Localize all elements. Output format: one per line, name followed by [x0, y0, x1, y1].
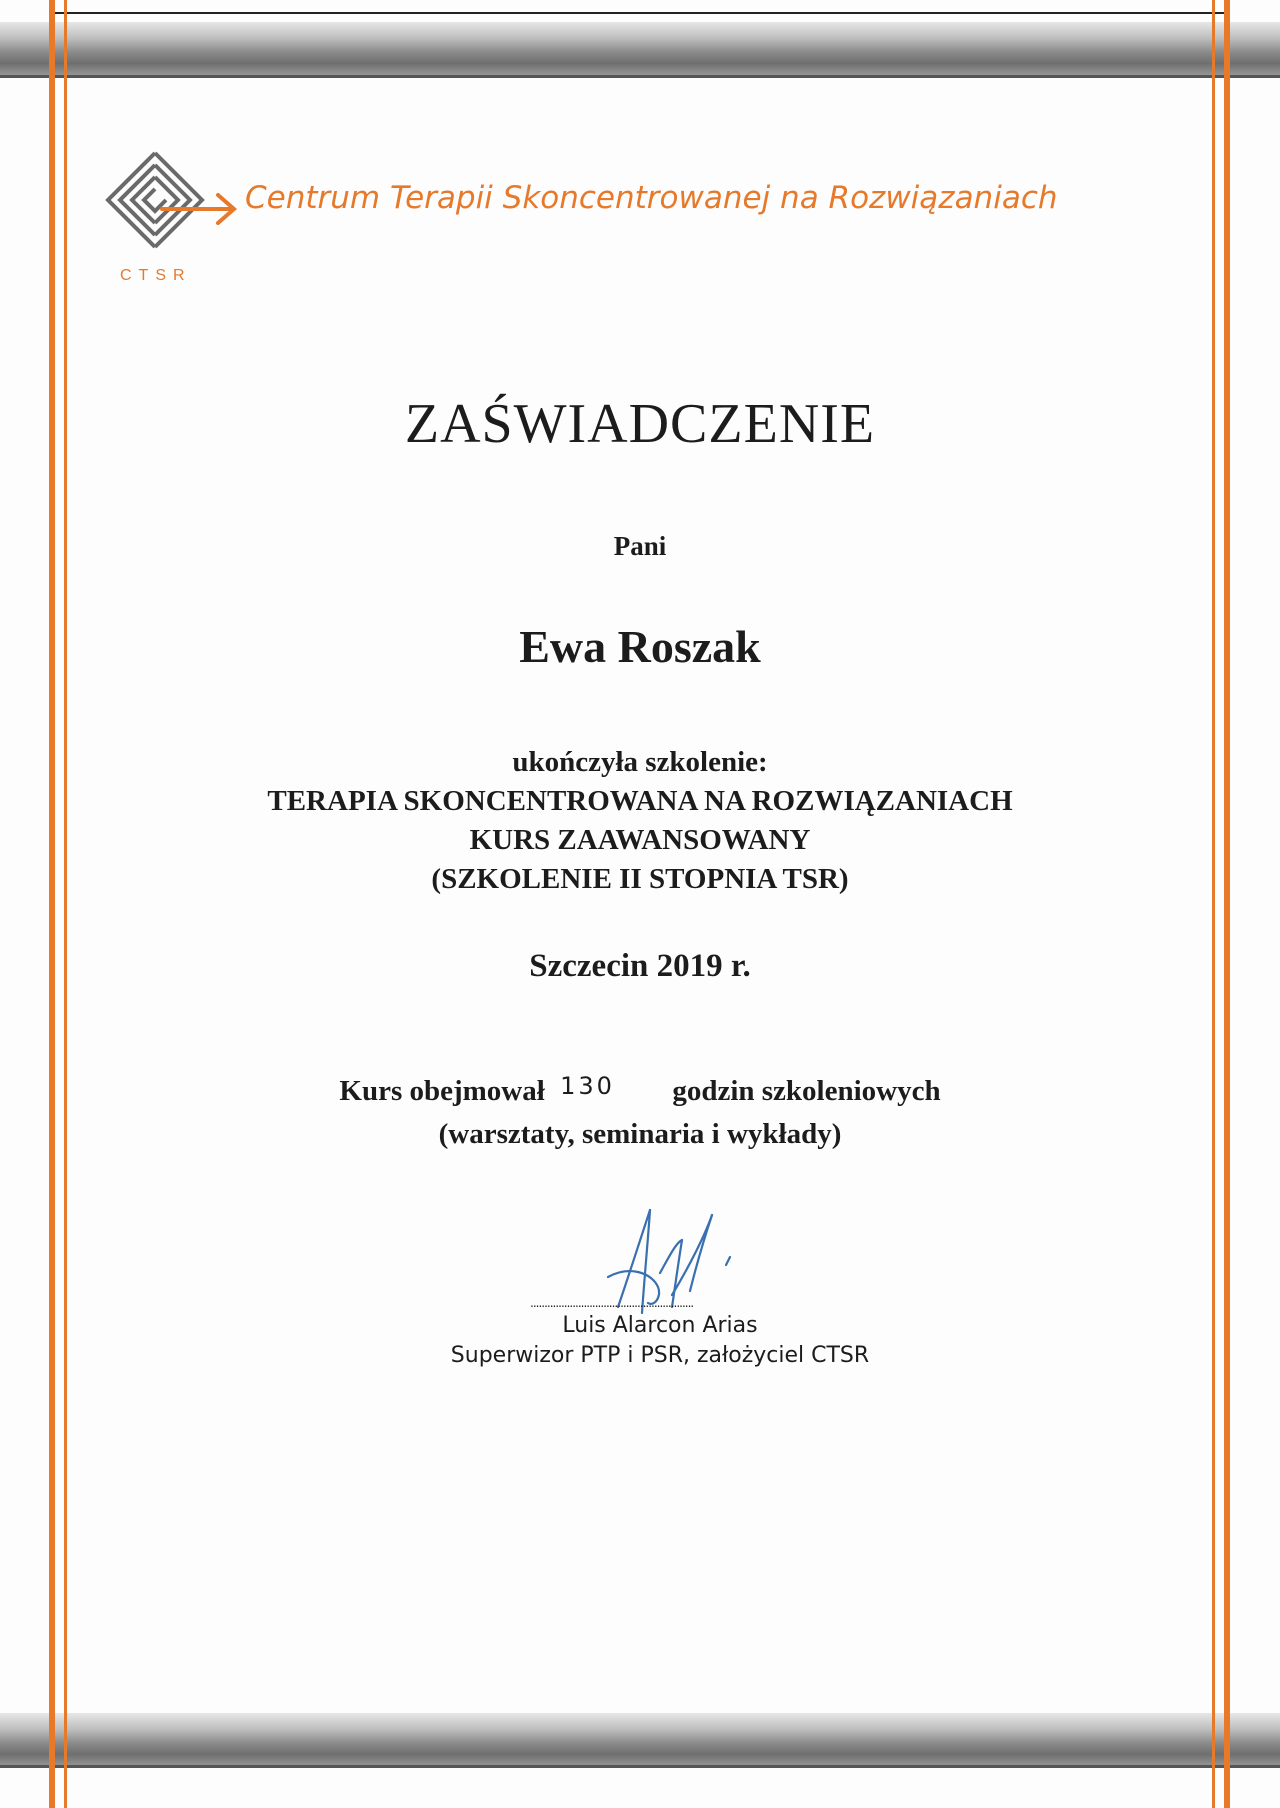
course-line-1: TERAPIA SKONCENTROWANA NA ROZWIĄZANIACH [267, 785, 1013, 817]
hours-block [0, 1070, 1280, 1155]
left-orange-line-inner [64, 0, 67, 1808]
hours-suffix: godzin szkoleniowych [672, 1075, 941, 1107]
logo-abbreviation: CTSR [120, 267, 192, 284]
place-date: Szczecin 2019 r. [529, 948, 751, 984]
right-orange-line-outer [1224, 0, 1230, 1808]
bottom-frame-bar [0, 1713, 1280, 1768]
top-rule [50, 12, 1230, 14]
bottom-bar-edge [0, 1765, 1280, 1768]
hours-prefix: Kurs obejmował [339, 1075, 545, 1107]
signatory-name: Luis Alarcon Arias [562, 1313, 758, 1338]
signature-line: .......................................................... [530, 1296, 694, 1310]
top-frame-bar [0, 22, 1280, 77]
hours-line [0, 1070, 1280, 1113]
course-line-3: (SZKOLENIE II STOPNIA TSR) [431, 863, 849, 895]
course-line-2: KURS ZAAWANSOWANY [469, 824, 811, 856]
completed-label: ukończyła szkolenie: [512, 746, 768, 778]
recipient-name: Ewa Roszak [519, 621, 761, 672]
left-orange-line-outer [49, 0, 55, 1808]
salutation: Pani [613, 531, 667, 561]
certificate-title: ZAŚWIADCZENIE [404, 393, 876, 455]
top-bar-edge [0, 75, 1280, 78]
right-orange-line-inner [1212, 0, 1215, 1808]
hours-detail: (warsztaty, seminaria i wykłady) [438, 1118, 842, 1150]
hours-value: 130 [560, 1072, 615, 1100]
signatory-role: Superwizor PTP i PSR, założyciel CTSR [450, 1343, 870, 1368]
ctsr-logo-icon [100, 145, 240, 275]
organization-name: Centrum Terapii Skoncentrowanej na Rozwiązaniach [245, 180, 1058, 216]
course-block [0, 743, 1280, 899]
